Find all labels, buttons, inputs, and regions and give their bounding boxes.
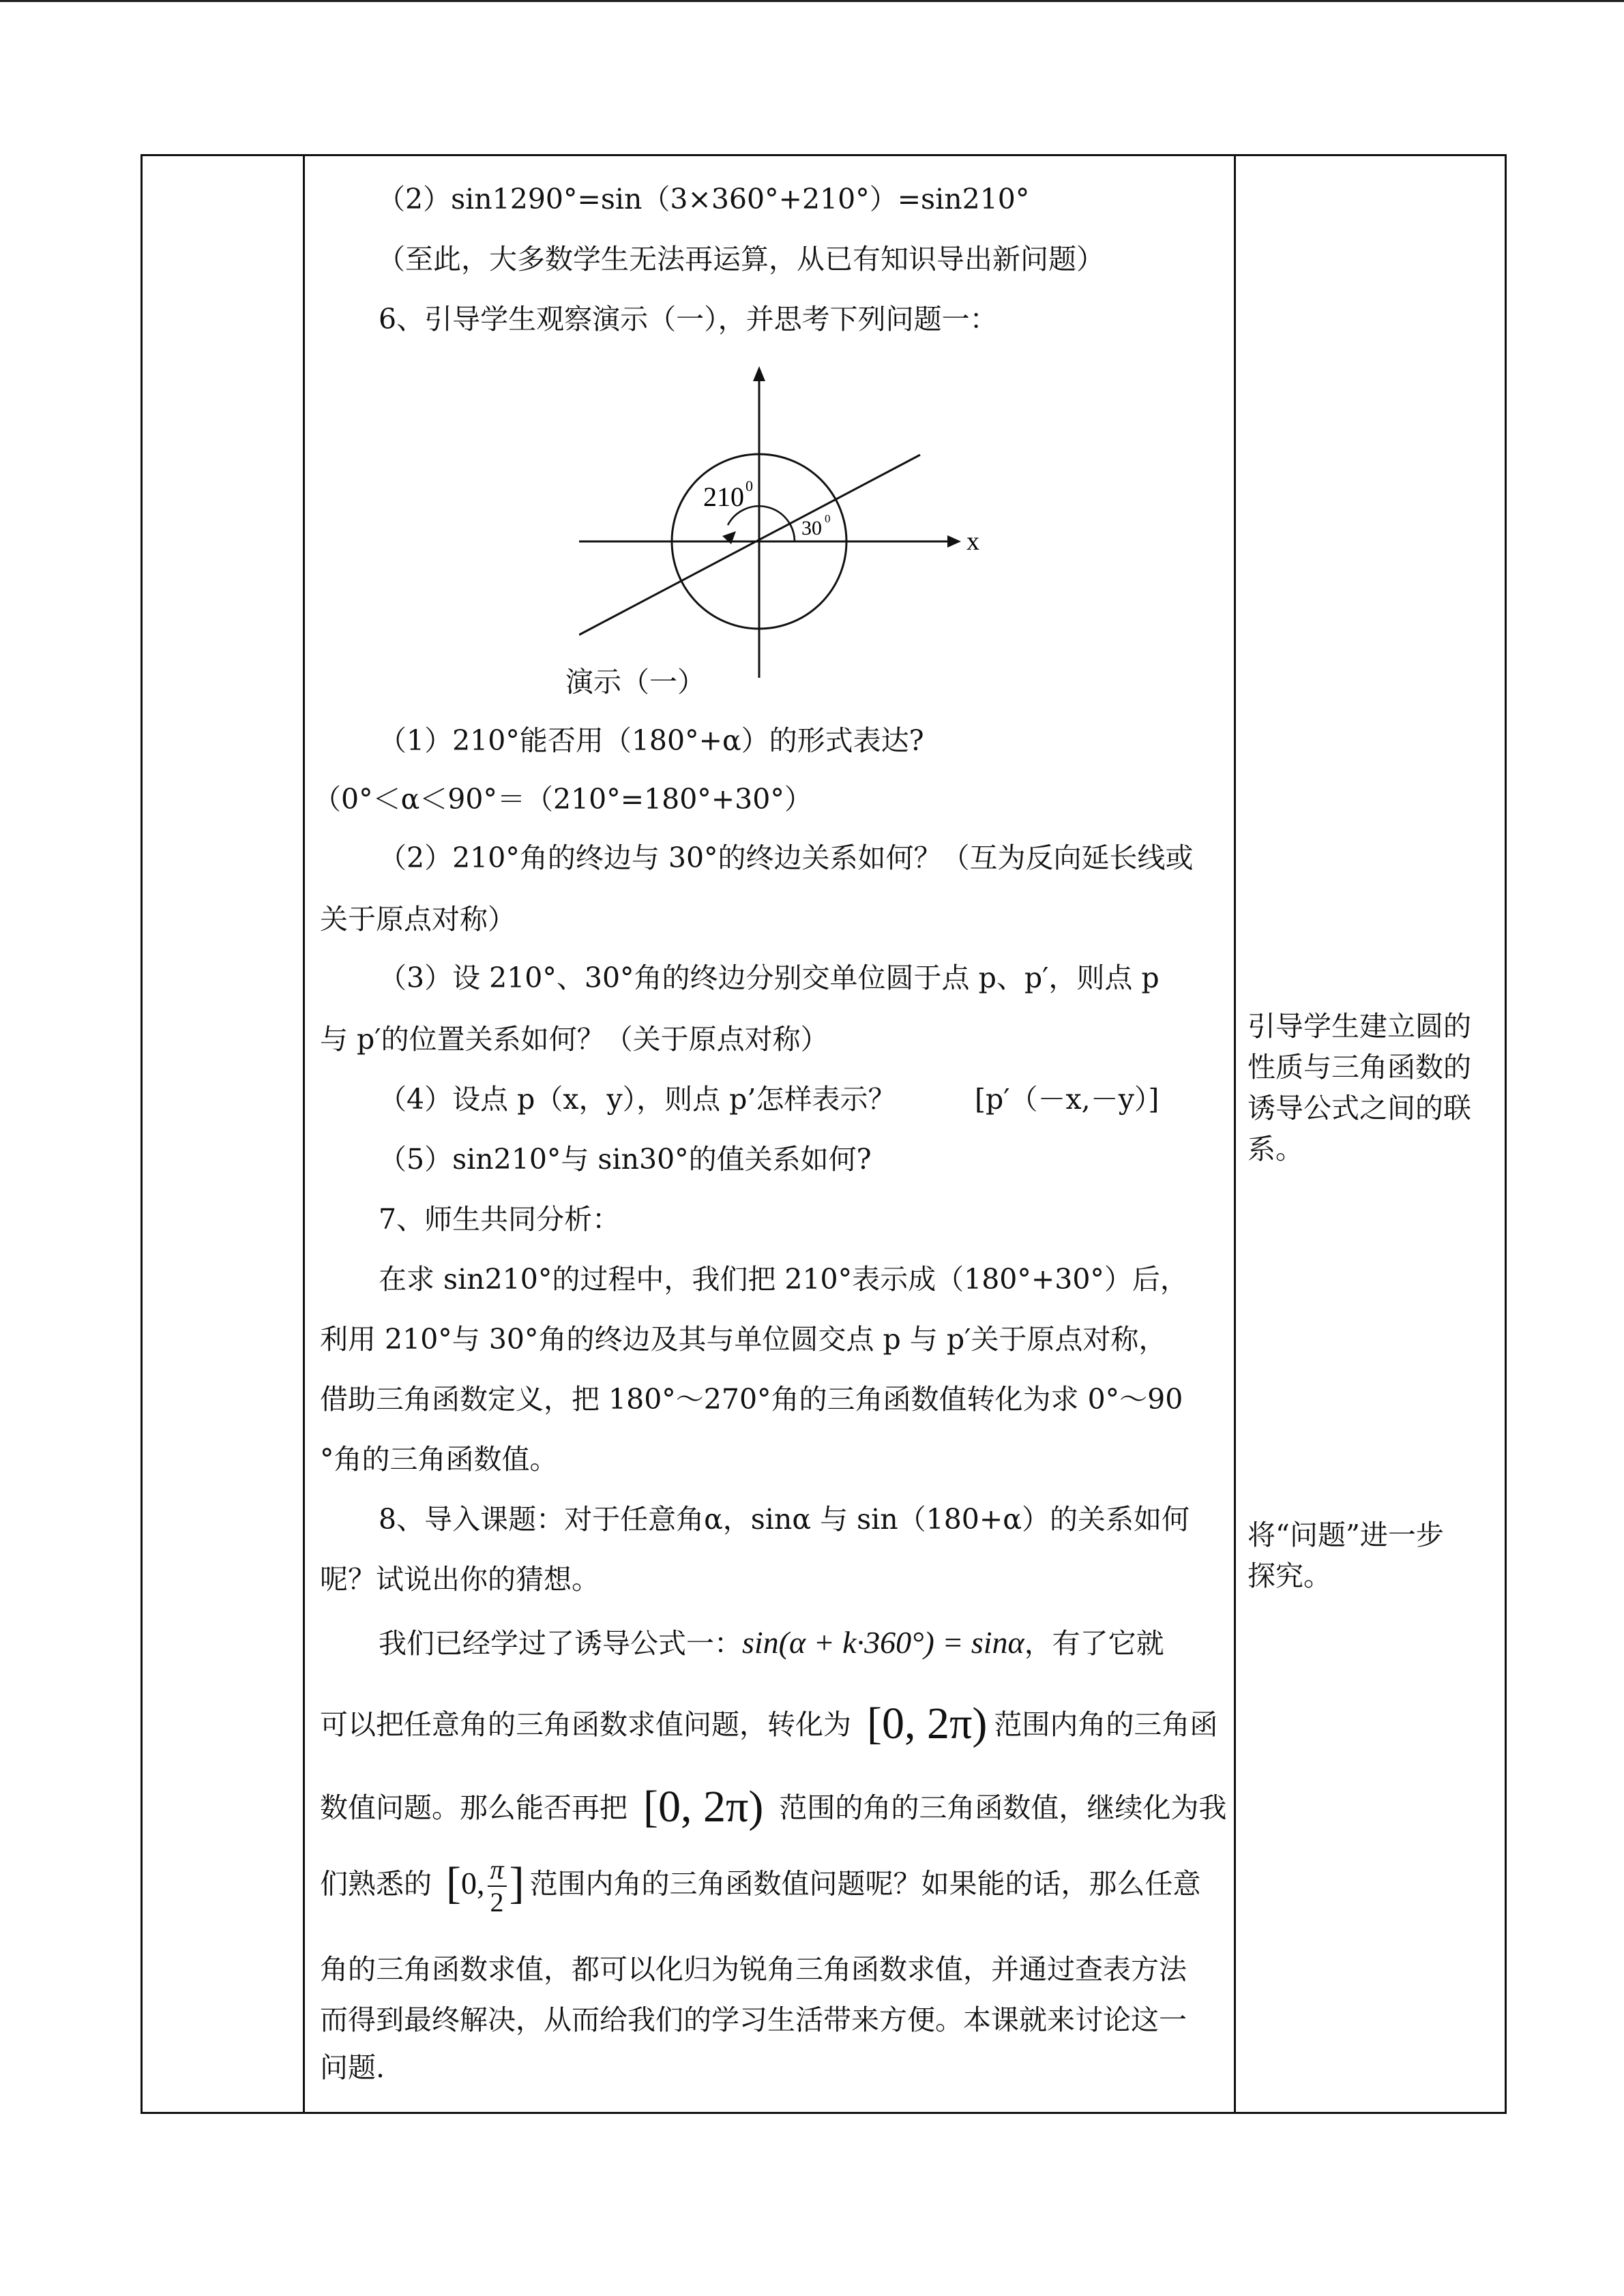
analysis-line: °角的三角函数值。 (320, 1443, 558, 1476)
text-span: 们熟悉的 (320, 1867, 432, 1900)
section-8-cont: 呢？试说出你的猜想。 (320, 1563, 600, 1596)
question-3: （3）设 210°、30°角的终边分别交单位圆于点 p、p′，则点 p (379, 961, 1160, 994)
conclusion-line: 问题. (320, 2051, 385, 2084)
x-axis-arrow (947, 535, 961, 548)
text-span: 范围内角的三角函数值问题呢？如果能的话，那么任意 (529, 1867, 1201, 1900)
text-line: （至此，大多数学生无法再运算，从已有知识导出新问题） (377, 243, 1104, 275)
label-210: 210 (703, 481, 744, 512)
analysis-line: 利用 210°与 30°角的终边及其与单位圆交点 p 与 p′关于原点对称， (320, 1323, 1167, 1356)
interval-0-2pi: [0, 2π) (643, 1782, 764, 1832)
text-line: 6、引导学生观察演示（一），并思考下列问题一： (379, 303, 998, 336)
frac-denominator: 2 (490, 1887, 504, 1918)
interval-0-pi-half: [0, $\frac{\pi}{2}$ ] (446, 1854, 525, 1918)
y-axis-arrow (753, 366, 765, 381)
lesson-table (141, 154, 1507, 2114)
formula-outro: ，有了它就 (1024, 1627, 1164, 1660)
note-line: 诱导公式之间的联 (1247, 1092, 1471, 1124)
interval-0-2pi: [0, 2π) (867, 1699, 988, 1748)
formula-line (379, 1621, 1164, 1661)
formula-line (320, 1782, 1227, 1832)
note-line: 引导学生建立圆的 (1247, 1010, 1471, 1043)
text-line: （2）sin1290°=sin（3×360°+210°）=sin210° (377, 183, 1030, 215)
text-span: 可以把任意角的三角函数求值问题，转化为 (320, 1708, 851, 1741)
note-line: 系。 (1247, 1133, 1303, 1165)
question-5: （5）sin210°与 sin30°的值关系如何? (379, 1143, 872, 1176)
note-line: 将“问题”进一步 (1247, 1519, 1444, 1551)
reduction-formula-one: sin(α + k·360°) = sinα (742, 1625, 1024, 1660)
section-7-heading: 7、师生共同分析： (379, 1203, 621, 1236)
pi-over-2 (488, 1854, 507, 1918)
text-span: 范围内角的三角函 (994, 1708, 1218, 1741)
conclusion-line: 角的三角函数求值，都可以化归为锐角三角函数求值，并通过查表方法 (320, 1953, 1187, 1986)
label-30: 30 (801, 517, 822, 539)
text-span: 数值问题。那么能否再把 (320, 1791, 628, 1824)
column-divider-2 (1234, 156, 1236, 2112)
question-4-answer: [p′（－x,－y）] (975, 1083, 1160, 1116)
question-2-cont: 关于原点对称） (320, 903, 516, 936)
question-3-cont: 与 p′的位置关系如何？（关于原点对称） (320, 1023, 829, 1056)
question-1-answer: （0°＜α＜90°＝（210°=180°+30°） (313, 783, 812, 816)
interval-start: 0, (461, 1865, 485, 1900)
question-4: （4）设点 p（x，y），则点 p’怎样表示？ (379, 1083, 896, 1116)
analysis-line: 借助三角函数定义，把 180°～270°角的三角函数值转化为求 0°～90 (320, 1383, 1183, 1416)
formula-intro: 我们已经学过了诱导公式一： (379, 1627, 742, 1660)
degree-mark: 0 (825, 512, 831, 525)
note-2 (1247, 1515, 1493, 1596)
question-2: （2）210°角的终边与 30°的终边关系如何？（互为反向延长线或 (379, 841, 1194, 874)
conclusion-line: 而得到最终解决，从而给我们的学习生活带来方便。本课就来讨论这一 (320, 2003, 1187, 2036)
analysis-line: 在求 sin210°的过程中，我们把 210°表示成（180°+30°）后， (379, 1263, 1188, 1296)
diagram-caption: 演示（一） (565, 666, 705, 698)
note-line: 性质与三角函数的 (1247, 1051, 1471, 1084)
degree-mark: 0 (745, 477, 753, 494)
formula-line (320, 1854, 1201, 1918)
formula-line (320, 1701, 1217, 1746)
question-1: （1）210°能否用（180°+α）的形式表达? (379, 724, 924, 757)
frac-numerator: π (488, 1854, 507, 1887)
column-divider-1 (303, 156, 305, 2112)
unit-circle-diagram (579, 364, 988, 678)
top-border-line (0, 0, 1624, 2)
text-span: 范围的角的三角函数值，继续化为我 (779, 1791, 1227, 1824)
note-line: 探究。 (1247, 1560, 1331, 1592)
section-8-heading: 8、导入课题：对于任意角α，sinα 与 sin（180+α）的关系如何 (379, 1503, 1190, 1536)
x-axis-label: x (966, 527, 979, 556)
note-1 (1247, 1006, 1493, 1169)
